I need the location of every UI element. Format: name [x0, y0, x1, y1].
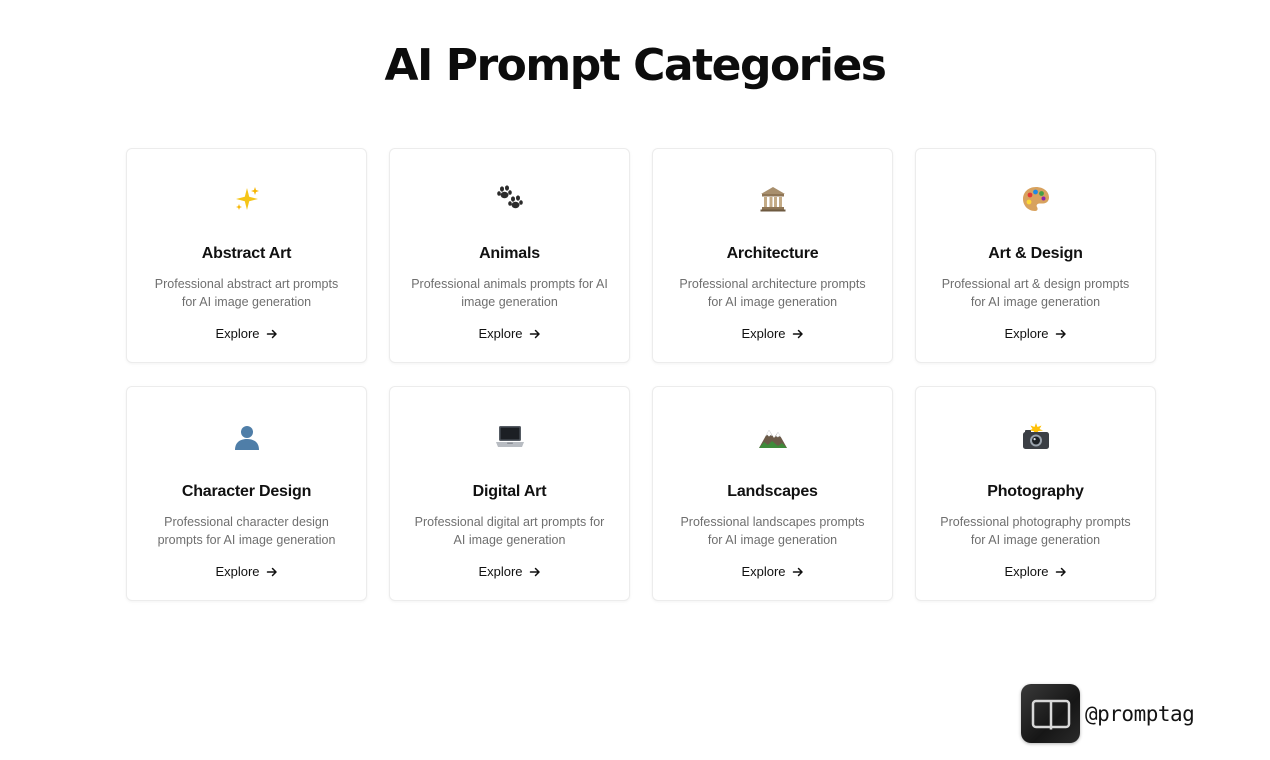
category-description: Professional landscapes prompts for AI image generation: [680, 515, 865, 547]
arrow-right-icon: [1055, 566, 1067, 578]
category-description: Professional animals prompts for AI image generation: [411, 277, 608, 309]
category-description: Professional digital art prompts for AI image generation: [414, 515, 605, 547]
category-title: Abstract Art: [201, 245, 292, 262]
arrow-right-icon: [529, 328, 541, 340]
explore-label: Explore: [215, 564, 260, 579]
explore-link[interactable]: [653, 326, 892, 341]
explore-link[interactable]: [390, 564, 629, 579]
classical-building-icon: [653, 183, 892, 215]
category-card-art-design[interactable]: [915, 148, 1156, 363]
category-description: Professional art & design prompts for AI image generation: [941, 277, 1130, 309]
category-card-landscapes[interactable]: [652, 386, 893, 601]
brand-watermark: [1021, 684, 1194, 743]
category-description: Professional architecture prompts for AI image generation: [679, 277, 866, 309]
category-card-photography[interactable]: [915, 386, 1156, 601]
explore-link[interactable]: [653, 564, 892, 579]
category-title: Photography: [987, 483, 1084, 500]
category-card-architecture[interactable]: [652, 148, 893, 363]
explore-label: Explore: [1004, 326, 1049, 341]
explore-link[interactable]: [390, 326, 629, 341]
arrow-right-icon: [266, 566, 278, 578]
category-title: Architecture: [726, 245, 819, 262]
category-description: Professional character design prompts for AI image generation: [157, 515, 336, 547]
category-description: Professional abstract art prompts for AI image generation: [154, 277, 339, 309]
explore-label: Explore: [741, 326, 786, 341]
bust-silhouette-icon: [127, 421, 366, 453]
explore-link[interactable]: [127, 564, 366, 579]
category-card-animals[interactable]: [389, 148, 630, 363]
category-title: Art & Design: [988, 245, 1083, 262]
explore-link[interactable]: [916, 326, 1155, 341]
laptop-icon: [390, 421, 629, 453]
category-card-abstract-art[interactable]: [126, 148, 367, 363]
brand-handle: @promptag: [1085, 701, 1195, 726]
explore-label: Explore: [741, 564, 786, 579]
explore-label: Explore: [1004, 564, 1049, 579]
category-card-character-design[interactable]: [126, 386, 367, 601]
explore-label: Explore: [478, 564, 523, 579]
explore-label: Explore: [478, 326, 523, 341]
snow-mountain-icon: [653, 421, 892, 453]
category-title: Digital Art: [472, 483, 547, 500]
arrow-right-icon: [529, 566, 541, 578]
camera-flash-icon: [916, 421, 1155, 453]
category-card-digital-art[interactable]: [389, 386, 630, 601]
explore-link[interactable]: [127, 326, 366, 341]
artist-palette-icon: [916, 183, 1155, 215]
page-title: AI Prompt Categories: [384, 40, 886, 91]
arrow-right-icon: [266, 328, 278, 340]
explore-label: Explore: [215, 326, 260, 341]
sparkles-icon: [127, 183, 366, 215]
arrow-right-icon: [1055, 328, 1067, 340]
category-grid: [126, 148, 1157, 601]
promptag-logo-icon: [1021, 684, 1080, 743]
explore-link[interactable]: [916, 564, 1155, 579]
arrow-right-icon: [792, 328, 804, 340]
arrow-right-icon: [792, 566, 804, 578]
category-title: Character Design: [181, 483, 312, 500]
category-description: Professional photography prompts for AI image generation: [940, 515, 1131, 547]
category-title: Animals: [479, 245, 540, 262]
category-title: Landscapes: [727, 483, 818, 500]
paw-prints-icon: [390, 183, 629, 215]
